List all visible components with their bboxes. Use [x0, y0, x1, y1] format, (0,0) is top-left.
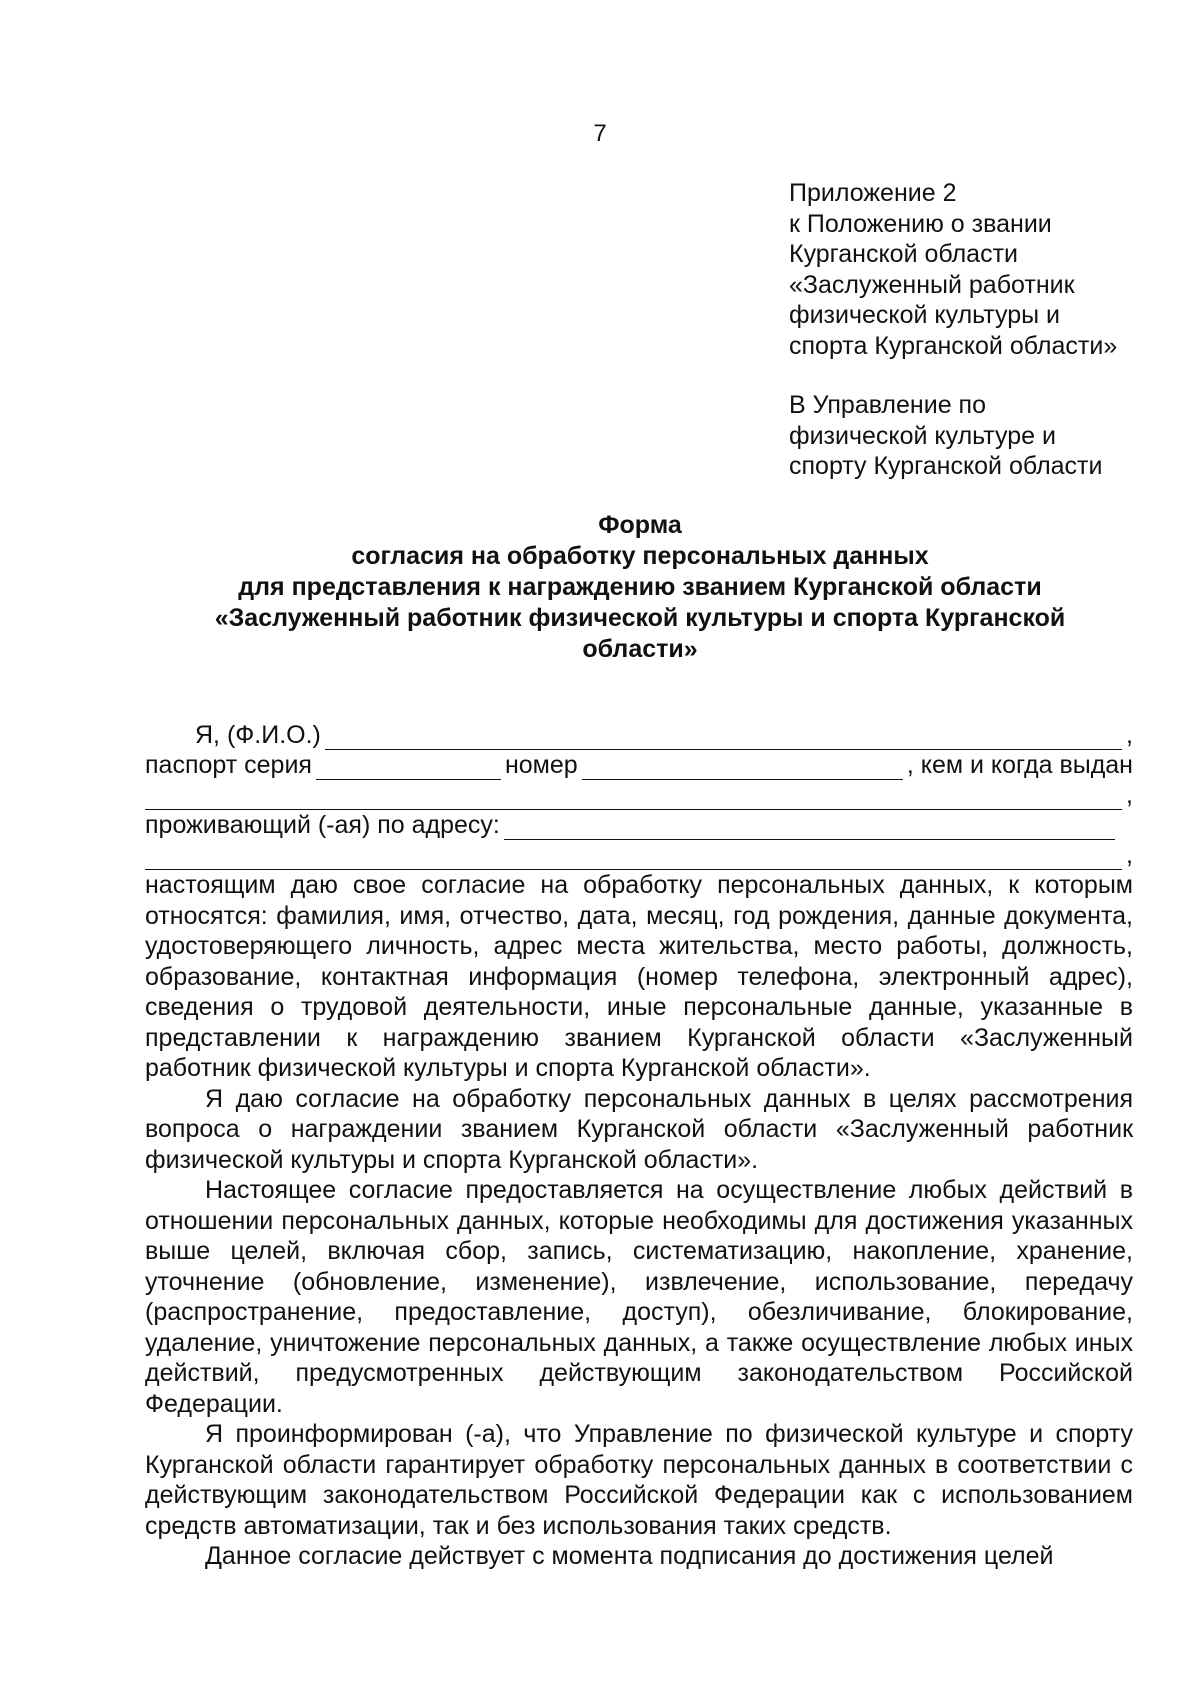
addressee-block [789, 390, 1102, 482]
fio-blank-field[interactable] [325, 727, 1122, 750]
address-row [145, 810, 1133, 840]
address-blank-field[interactable] [504, 817, 1115, 840]
address-row-2 [145, 840, 1133, 870]
title-line: «Заслуженный работник физической культуры и спорта Курганской [214, 604, 1066, 632]
issued-label: , кем и когда выдан [906, 751, 1133, 779]
paragraph: Настоящее согласие предоставляется на осуществление любых действий в отношении персональных данных, которые необходимы для достижения указанных выше целей, включая сбор, запись, систематизацию, накопление, хранение, уточнение (обновление, изменение), извлечение, использование, передачу (распространение, предоставление, доступ), обезличивание, блокирование, удаление, уничтожение персональных данных, а также осуществление любых иных действий, предусмотренных действующим законодательством Российской Федерации. [145, 1176, 1133, 1418]
issued-blank-field[interactable] [145, 787, 1122, 810]
passport-row [145, 750, 1133, 780]
appendix-line: Приложение 2 [789, 179, 957, 207]
page-number: 7 [593, 120, 607, 147]
fio-label: Я, (Ф.И.О.) [195, 721, 321, 749]
address-label: проживающий (-ая) по адресу: [145, 811, 500, 839]
appendix-line: спорта Курганской области» [789, 331, 1118, 360]
paragraph: настоящим даю свое согласие на обработку персональных данных, к которым относятся: фамилия, имя, отчество, дата, месяц, год рождения, данные документа, удостоверяющего личность, адрес места жительства, место работы, должность, образование, контактная информация (номер телефона, электронный адрес), сведения о трудовой деятельности, иные персональные данные, указанные в представлении к награждению званием Курганской области «Заслуженный работник физической культуры и спорта Курганской области». [145, 871, 1133, 1082]
address-blank-field-2[interactable] [145, 847, 1122, 870]
addressee-line: физической культуре и [789, 421, 1056, 450]
issued-row [145, 780, 1133, 810]
addressee-line: спорту Курганской области [789, 452, 1103, 480]
comma: , [1126, 841, 1133, 869]
passport-number-blank-field[interactable] [582, 757, 903, 780]
appendix-block [789, 178, 1117, 361]
comma: , [1126, 781, 1133, 809]
comma: , [1126, 721, 1133, 749]
title-line: для представления к награждению званием Курганской области [238, 573, 1042, 601]
title-line: согласия на обработку персональных данных [351, 542, 929, 570]
addressee-line: В Управление по [789, 391, 986, 419]
passport-series-label: паспорт серия [145, 751, 312, 779]
paragraph: Я проинформирован (-а), что Управление по физической культуре и спорту Курганской области гарантирует обработку персональных данных в соответствии с действующим законодательством Российской Федерации как с использованием средств автоматизации, так и без использования таких средств. [145, 1420, 1133, 1540]
document-title [140, 510, 1140, 665]
appendix-line: физической культуры и [789, 301, 1060, 329]
title-line: области» [582, 635, 698, 663]
paragraph: Данное согласие действует с момента подписания до достижения целей [205, 1542, 1054, 1570]
title-line: Форма [598, 511, 682, 539]
appendix-line: Курганской области [789, 240, 1019, 268]
number-label: номер [504, 751, 578, 779]
personal-fields [145, 720, 1133, 870]
appendix-line: «Заслуженный работник [789, 270, 1075, 299]
fio-row [145, 720, 1133, 750]
consent-text [145, 870, 1133, 1572]
appendix-line: к Положению о звании [789, 209, 1052, 238]
paragraph: Я даю согласие на обработку персональных данных в целях рассмотрения вопроса о награждении званием Курганской области «Заслуженный работник физической культуры и спорта Курганской области». [145, 1084, 1133, 1174]
passport-series-blank-field[interactable] [316, 757, 501, 780]
